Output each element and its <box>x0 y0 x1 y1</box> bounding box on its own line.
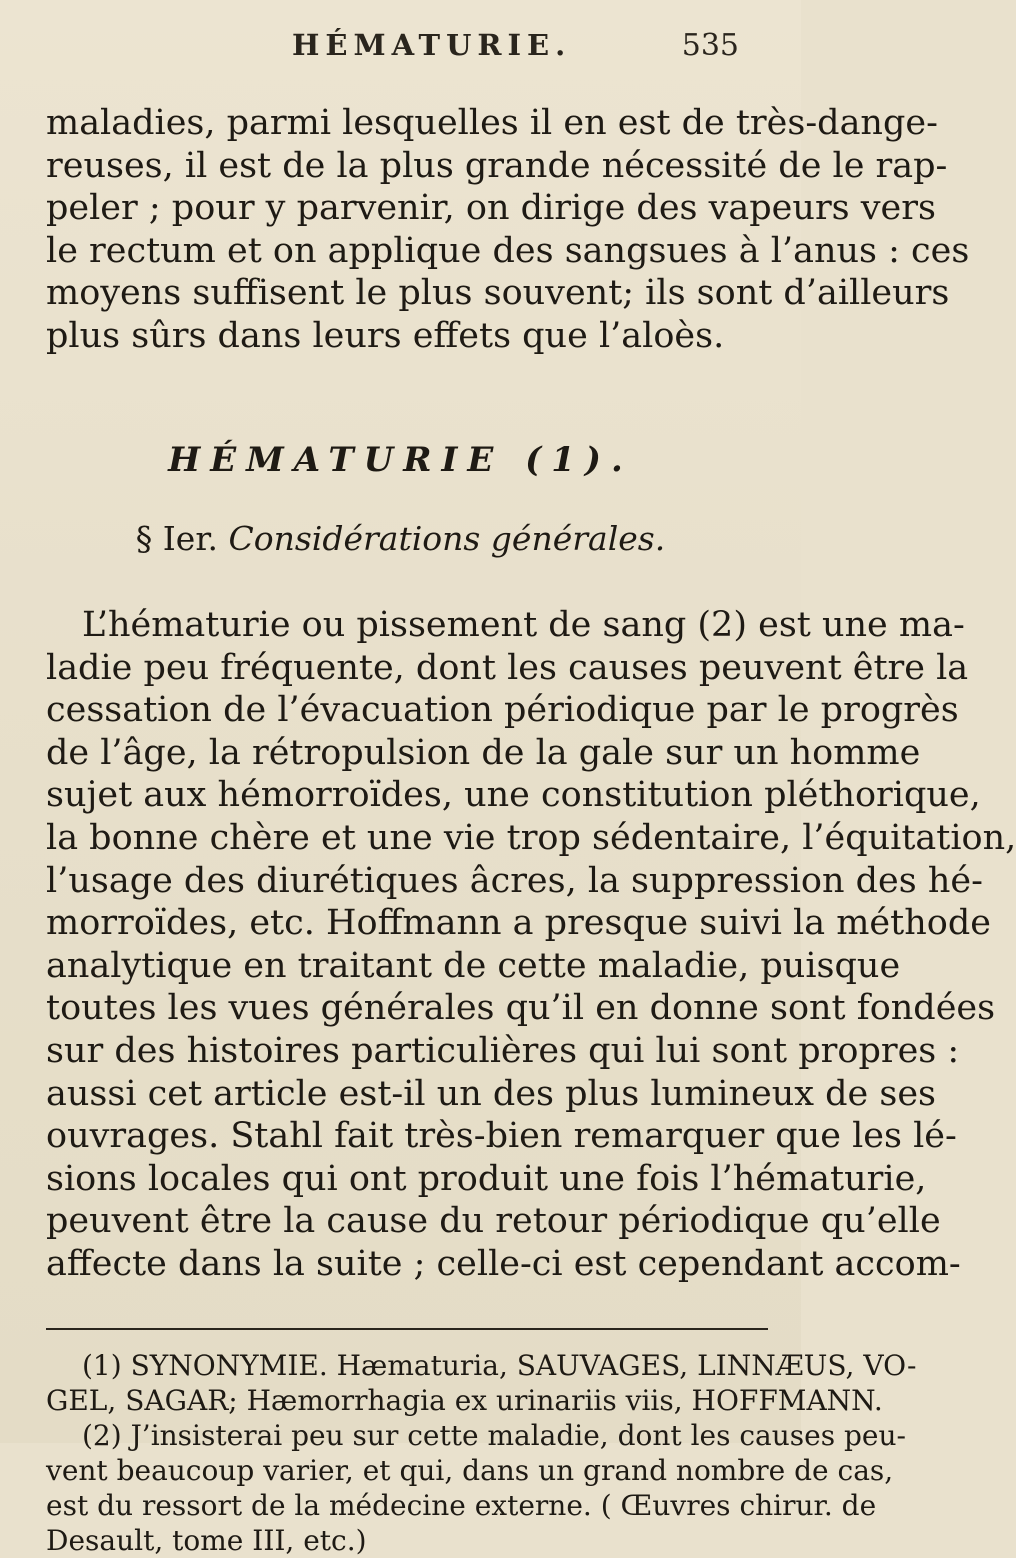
text-line: toutes les vues générales qu’il en donne sont fondées <box>46 988 996 1029</box>
section-title: HÉMATURIE (1). <box>168 440 633 480</box>
footnotes <box>46 1348 917 1558</box>
running-title: HÉMATURIE. <box>292 28 572 62</box>
text-line: morroïdes, etc. Hoffmann a presque suivi la méthode <box>46 903 991 944</box>
text-line: reuses, il est de la plus grande nécessité de le rap- <box>46 145 948 186</box>
text-line: aussi cet article est-il un des plus lumineux de ses <box>46 1073 937 1114</box>
text-line: de l’âge, la rétropulsion de la gale sur un homme <box>46 732 921 773</box>
text-line: peuvent être la cause du retour périodique qu’elle <box>46 1201 941 1242</box>
text-line: analytique en traitant de cette maladie, puisque <box>46 945 901 986</box>
footnote-divider <box>46 1328 768 1330</box>
text-line: sions locales qui ont produit une fois l’hématurie, <box>46 1158 927 1199</box>
subsection-title: Considérations générales. <box>228 519 666 558</box>
page-number: 535 <box>681 28 739 63</box>
footnote-line: est du ressort de la médecine externe. ( Œuvres chirur. de <box>46 1489 877 1522</box>
main-paragraph <box>46 604 1016 1286</box>
text-line: L’hématurie ou pissement de sang (2) est une ma- <box>82 605 965 645</box>
footnote-line: (1) SYNONYMIE. Hæmaturia, SAUVAGES, LINNÆUS, VO- <box>82 1349 917 1382</box>
text-line: ouvrages. Stahl fait très-bien remarquer que les lé- <box>46 1116 957 1157</box>
footnote-line: vent beaucoup varier, et qui, dans un grand nombre de cas, <box>46 1454 894 1487</box>
subsection-number: § Ier. <box>135 519 218 558</box>
text-line: l’usage des diurétiques âcres, la suppression des hé- <box>46 860 983 901</box>
text-line: maladies, parmi lesquelles il en est de très-dange- <box>46 103 938 143</box>
text-line: sujet aux hémorroïdes, une constitution pléthorique, <box>46 775 981 816</box>
text-line: peler ; pour y parvenir, on dirige des vapeurs vers <box>46 188 936 229</box>
footnote-line: Desault, tome III, etc.) <box>46 1524 367 1557</box>
footnote-line: GEL, SAGAR; Hæmorrhagia ex urinariis viis, HOFFMANN. <box>46 1384 883 1417</box>
page-header <box>0 28 801 68</box>
text-line: ladie peu fréquente, dont les causes peuvent être la <box>46 647 969 688</box>
text-line: affecte dans la suite ; celle-ci est cependant accom- <box>46 1243 961 1284</box>
subsection-heading <box>0 519 801 558</box>
text-line: cessation de l’évacuation périodique par le progrès <box>46 690 959 731</box>
text-line: sur des histoires particulières qui lui sont propres : <box>46 1030 960 1071</box>
intro-paragraph <box>46 102 970 358</box>
text-line: le rectum et on applique des sangsues à l’anus : ces <box>46 230 970 271</box>
text-line: plus sûrs dans leurs effets que l’aloès. <box>46 315 725 356</box>
text-line: la bonne chère et une vie trop sédentaire, l’équitation, <box>46 817 1016 858</box>
text-line: moyens suffisent le plus souvent; ils sont d’ailleurs <box>46 273 950 314</box>
footnote-line: (2) J’insisterai peu sur cette maladie, dont les causes peu- <box>82 1419 906 1452</box>
